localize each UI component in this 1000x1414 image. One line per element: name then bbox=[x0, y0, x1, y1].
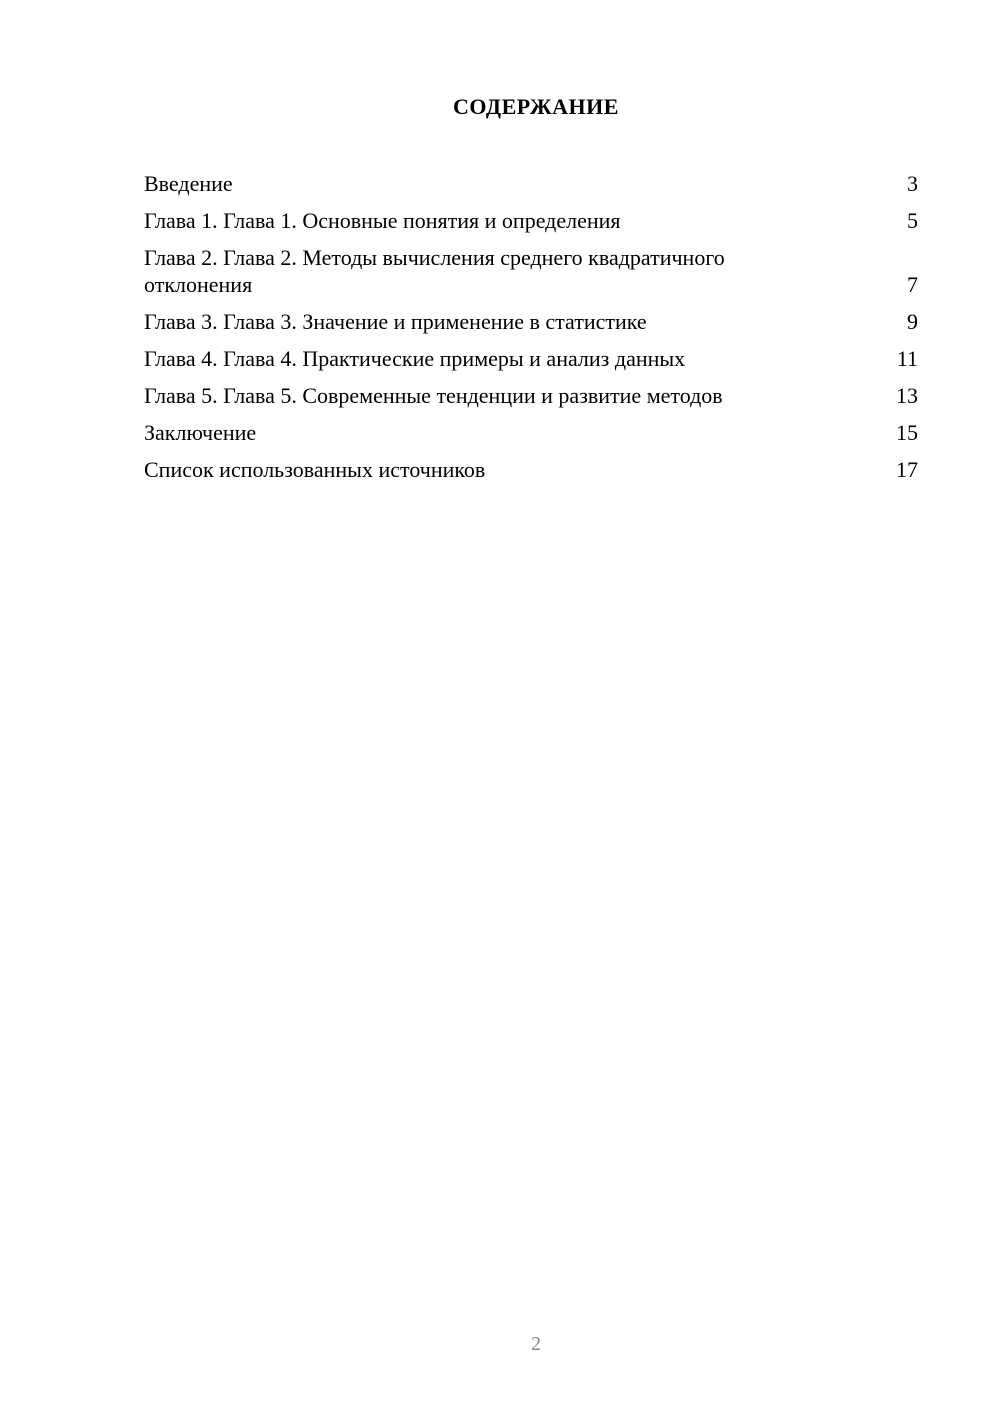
toc-entry-page-number: 15 bbox=[896, 420, 918, 445]
toc-entry-label: Глава 2. Глава 2. Методы вычисления среднего квадратичного отклонения bbox=[144, 245, 725, 297]
table-of-contents bbox=[144, 170, 918, 493]
toc-entry-label: Глава 1. Глава 1. Основные понятия и определения bbox=[144, 208, 621, 233]
toc-entry-label: Глава 5. Глава 5. Современные тенденции и развитие методов bbox=[144, 383, 723, 408]
page-title: СОДЕРЖАНИЕ bbox=[453, 94, 619, 119]
toc-entry-page-number: 3 bbox=[907, 171, 918, 196]
toc-entry-page-number: 11 bbox=[896, 346, 918, 371]
toc-entry-page-number: 13 bbox=[896, 383, 918, 408]
toc-entry-label: Список использованных источников bbox=[144, 457, 486, 482]
toc-entry-chapter-1[interactable] bbox=[144, 207, 918, 234]
toc-entry-page-number: 17 bbox=[896, 457, 918, 482]
toc-entry-introduction[interactable] bbox=[144, 170, 918, 197]
toc-entry-chapter-5[interactable] bbox=[144, 382, 918, 409]
toc-entry-chapter-3[interactable] bbox=[144, 308, 918, 335]
toc-entry-page-number: 9 bbox=[907, 309, 918, 334]
toc-entry-label: Заключение bbox=[144, 420, 257, 445]
toc-entry-label: Глава 3. Глава 3. Значение и применение в статистике bbox=[144, 309, 647, 334]
toc-entry-label: Глава 4. Глава 4. Практические примеры и анализ данных bbox=[144, 346, 686, 371]
toc-entry-conclusion[interactable] bbox=[144, 419, 918, 446]
page-number: 2 bbox=[531, 1333, 541, 1355]
toc-entry-label: Введение bbox=[144, 171, 233, 196]
toc-entry-chapter-4[interactable] bbox=[144, 345, 918, 372]
toc-entry-chapter-2[interactable] bbox=[144, 244, 918, 298]
toc-entry-references[interactable] bbox=[144, 456, 918, 483]
toc-entry-page-number: 5 bbox=[907, 208, 918, 233]
toc-entry-page-number: 7 bbox=[907, 272, 918, 297]
